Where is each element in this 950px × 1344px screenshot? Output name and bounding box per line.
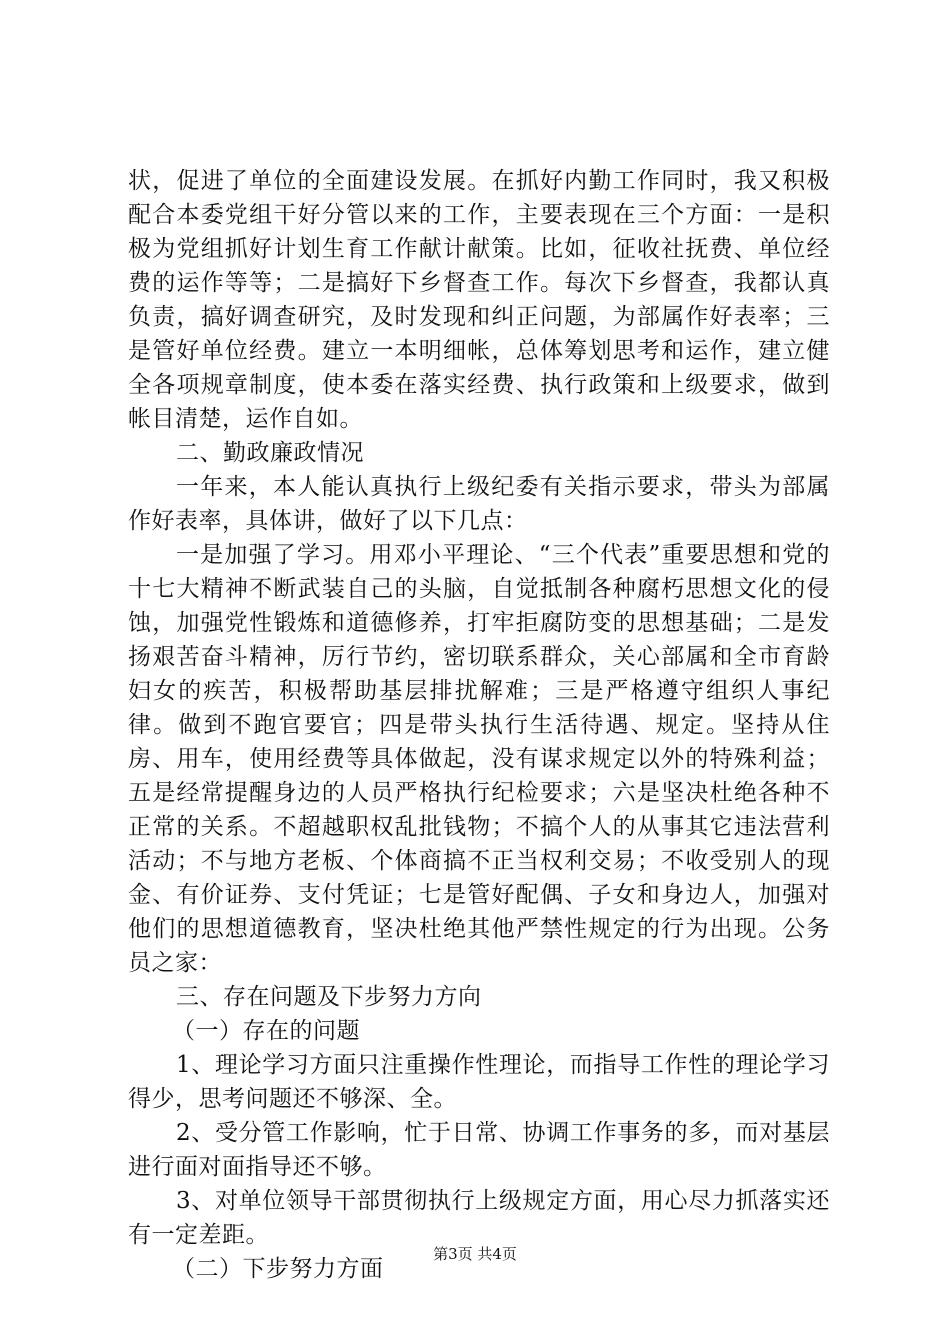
paragraph-integrity-details: 一是加强了学习。用邓小平理论、“三个代表”重要思想和党的十七大精神不断武装自己的头脑，自觉抵制各种腐朽思想文化的侵蚀，加强党性锻炼和道德修养，打牢拒腐防变的思想基础；二是发扬艰苦奋斗精神，厉行节约，密切联系群众，关心部属和全市育龄妇女的疾苦，积极帮助基层排扰解难；三是严格遵守组织人事纪律。做到不跑官要官；四是带头执行生活待遇、规定。坚持从住房、用车，使用经费等具体做起，没有谋求规定以外的特殊利益；五是经常提醒身边的人员严格执行纪检要求；六是坚决杜绝各种不正常的关系。不超越职权乱批钱物；不搞个人的从事其它违法营利活动；不与地方老板、个体商搞不正当权利交易；不收受别人的现金、有价证券、支付凭证；七是管好配偶、子女和身边人，加强对他们的思想道德教育，坚决杜绝其他严禁性规定的行为出现。公务员之家： — [128, 542, 830, 976]
paragraph-problem-3: 3、对单位领导干部贯彻执行上级规定方面，用心尽力抓落实还有一定差距。 — [128, 1188, 830, 1248]
paragraph-continuation: 状，促进了单位的全面建设发展。在抓好内勤工作同时，我又积极配合本委党组干好分管以来的工作，主要表现在三个方面：一是积极为党组抓好计划生育工作献计献策。比如，征收社抚费、单位经费的运作等等；二是搞好下乡督查工作。每次下乡督查，我都认真负责，搞好调查研究，及时发现和纠正问题，为部属作好表率；三是管好单位经费。建立一本明细帐，总体筹划思考和运作，建立健全各项规章制度，使本委在落实经费、执行政策和上级要求，做到帐目清楚，运作自如。 — [128, 168, 830, 432]
document-body — [128, 164, 830, 1286]
section-heading-problems: 三、存在问题及下步努力方向 — [176, 984, 482, 1010]
paragraph-problem-1: 1、理论学习方面只注重操作性理论，而指导工作性的理论学习得少，思考问题还不够深、全。 — [128, 1052, 830, 1112]
subheading-existing-problems: （一）存在的问题 — [172, 1018, 360, 1044]
subheading-next-steps: （二）下步努力方面 — [172, 1256, 384, 1282]
page-number-label: 第3页 共4页 — [433, 1245, 517, 1263]
section-heading-integrity: 二、勤政廉政情况 — [176, 440, 364, 466]
page-footer — [0, 1244, 950, 1264]
paragraph-integrity-intro: 一年来，本人能认真执行上级纪委有关指示要求，带头为部属作好表率，具体讲，做好了以下几点： — [128, 474, 830, 534]
paragraph-problem-2: 2、受分管工作影响，忙于日常、协调工作事务的多，而对基层进行面对面指导还不够。 — [128, 1120, 830, 1180]
